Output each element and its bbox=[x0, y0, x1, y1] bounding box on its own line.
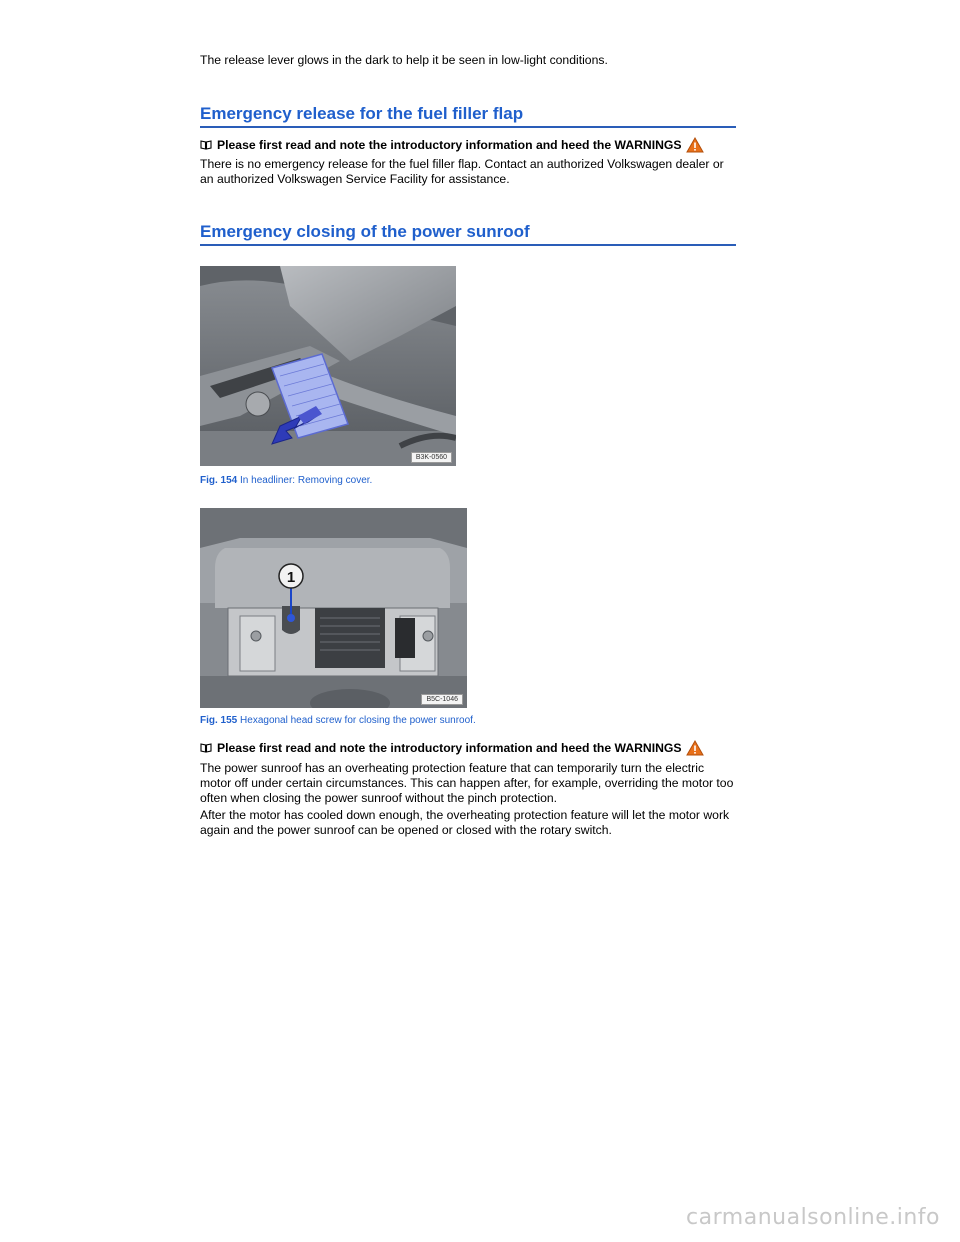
watermark: carmanualsonline.info bbox=[686, 1205, 940, 1230]
book-icon bbox=[200, 140, 212, 150]
note-text: Please first read and note the introductory information and heed the WARNINGS bbox=[217, 741, 682, 755]
figure-caption-text: Hexagonal head screw for closing the power sunroof. bbox=[240, 715, 476, 726]
figure-label: Fig. 155 bbox=[200, 715, 238, 726]
warning-note bbox=[200, 740, 704, 756]
figure-label: Fig. 154 bbox=[200, 475, 238, 486]
note-text: Please first read and note the introductory information and heed the WARNINGS bbox=[217, 138, 682, 152]
figure-code: B3K-0560 bbox=[411, 452, 452, 463]
figure-callout-1: 1 bbox=[286, 569, 296, 586]
warning-note bbox=[200, 137, 704, 153]
warning-icon[interactable] bbox=[686, 137, 704, 153]
figure-155-caption bbox=[200, 715, 476, 727]
fuel-flap-body: There is no emergency release for the fuel filler flap. Contact an authorized Volkswagen dealer or an authorized Volkswagen Service Facility for assistance. bbox=[200, 157, 724, 186]
figure-154-caption bbox=[200, 475, 372, 487]
section-heading-sunroof: Emergency closing of the power sunroof bbox=[200, 222, 736, 246]
book-icon bbox=[200, 743, 212, 753]
figure-154-image bbox=[200, 266, 456, 466]
warning-icon[interactable] bbox=[686, 740, 704, 756]
intro-text: The release lever glows in the dark to help it be seen in low-light conditions. bbox=[200, 53, 608, 67]
figure-155-image bbox=[200, 508, 467, 708]
section-heading-fuel-flap: Emergency release for the fuel filler flap bbox=[200, 104, 736, 128]
sunroof-paragraph-2: After the motor has cooled down enough, the overheating protection feature will let the motor work again and the power sunroof can be opened or closed with the rotary switch. bbox=[200, 808, 730, 837]
sunroof-paragraph-1: The power sunroof has an overheating protection feature that can temporarily turn the electric motor off under certain circumstances. This can happen after, for example, overriding the motor too often when closing the power sunroof without the pinch protection. bbox=[200, 761, 734, 805]
figure-caption-text: In headliner: Removing cover. bbox=[240, 475, 373, 486]
figure-code: B5C-1046 bbox=[421, 694, 463, 705]
